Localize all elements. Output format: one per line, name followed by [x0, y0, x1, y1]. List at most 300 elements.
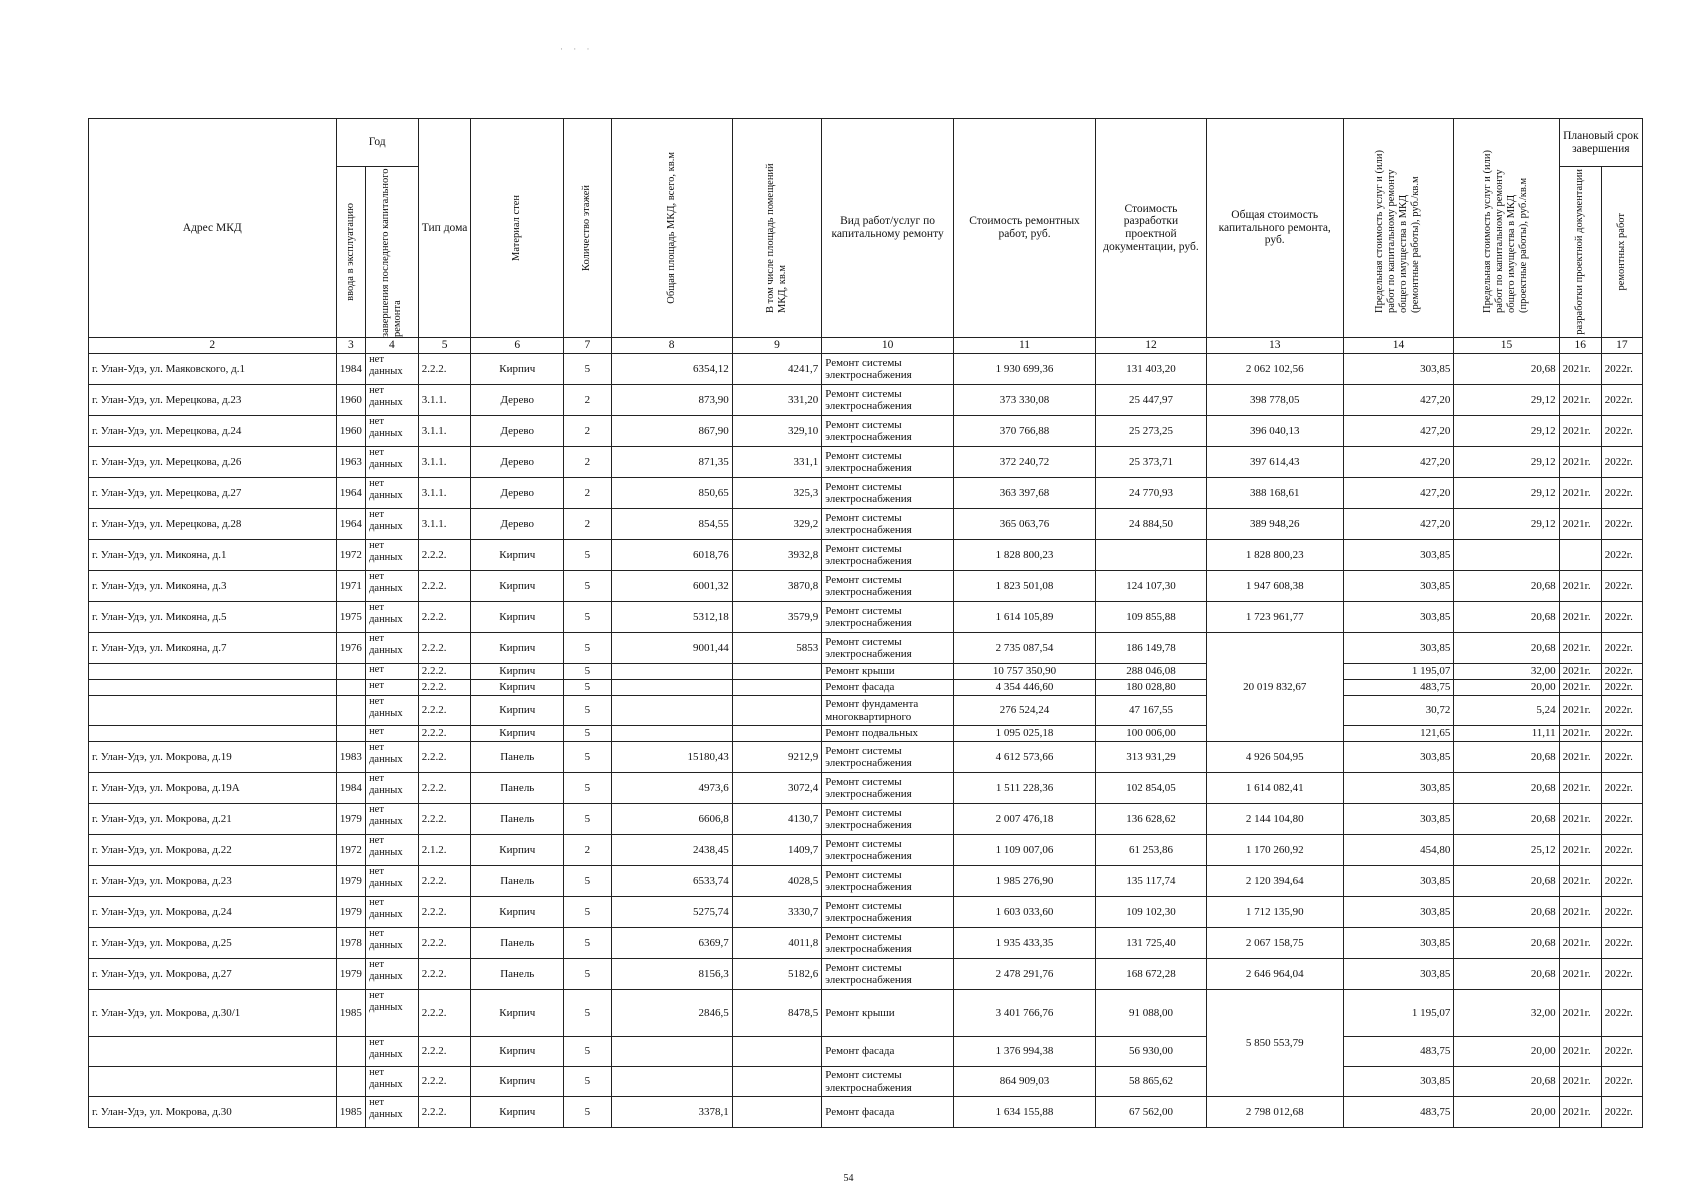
work-type-cell: Ремонт крыши — [822, 664, 954, 680]
house-type-cell: 2.2.2. — [418, 680, 471, 696]
design-cost-cell: 136 628,62 — [1096, 804, 1207, 835]
header-wall-material: Материал стен — [471, 119, 564, 338]
limit-repair-cell: 483,75 — [1343, 1097, 1454, 1128]
address-cell: г. Улан-Удэ, ул. Микояна, д.1 — [89, 540, 337, 571]
table-row — [89, 664, 1643, 680]
limit-design-cell: 20,68 — [1454, 897, 1559, 928]
deadline-repair-cell: 2022г. — [1601, 1097, 1642, 1128]
limit-repair-cell: 303,85 — [1343, 571, 1454, 602]
house-type-cell: 3.1.1. — [418, 385, 471, 416]
deadline-repair-cell: 2022г. — [1601, 447, 1642, 478]
floors-cell: 5 — [564, 633, 611, 664]
design-cost-cell — [1096, 540, 1207, 571]
total-area-cell: 3378,1 — [611, 1097, 732, 1128]
address-cell — [89, 680, 337, 696]
limit-design-cell: 20,68 — [1454, 571, 1559, 602]
deadline-repair-cell: 2022г. — [1601, 928, 1642, 959]
premises-area-cell: 3932,8 — [732, 540, 822, 571]
floors-cell: 5 — [564, 680, 611, 696]
deadline-repair-cell: 2022г. — [1601, 354, 1642, 385]
deadline-repair-cell: 2022г. — [1601, 664, 1642, 680]
wall-material-cell: Панель — [471, 959, 564, 990]
year-last-repair-cell: нет данных — [366, 990, 419, 1037]
house-type-cell: 2.2.2. — [418, 602, 471, 633]
header-address: Адрес МКД — [89, 119, 337, 338]
repair-cost-cell: 2 007 476,18 — [953, 804, 1095, 835]
house-type-cell: 2.2.2. — [418, 540, 471, 571]
premises-area-cell: 5853 — [732, 633, 822, 664]
floors-cell: 5 — [564, 354, 611, 385]
total-area-cell — [611, 1067, 732, 1097]
premises-area-cell: 329,2 — [732, 509, 822, 540]
year-last-repair-cell: нет данных — [366, 509, 419, 540]
house-type-cell: 3.1.1. — [418, 416, 471, 447]
design-cost-cell: 67 562,00 — [1096, 1097, 1207, 1128]
address-cell: г. Улан-Удэ, ул. Микояна, д.3 — [89, 571, 337, 602]
deadline-design-cell: 2021г. — [1559, 509, 1601, 540]
limit-design-cell: 20,68 — [1454, 804, 1559, 835]
header-limit-repair: Предельная стоимость услуг и (или) работ по капитальному ремонту общего имущества в МКД (ремонтные работы), руб./кв.м — [1343, 119, 1454, 338]
floors-cell: 5 — [564, 742, 611, 773]
house-type-cell: 2.2.2. — [418, 990, 471, 1037]
year-commission-cell: 1978 — [336, 928, 365, 959]
total-cost-cell: 397 614,43 — [1206, 447, 1343, 478]
limit-design-cell: 20,68 — [1454, 1067, 1559, 1097]
limit-design-cell: 20,68 — [1454, 866, 1559, 897]
year-last-repair-cell: нет данных — [366, 804, 419, 835]
limit-design-cell — [1454, 540, 1559, 571]
year-commission-cell: 1960 — [336, 416, 365, 447]
house-type-cell: 2.2.2. — [418, 354, 471, 385]
header-deadline-repair: ремонтных работ — [1601, 167, 1642, 338]
wall-material-cell: Кирпич — [471, 696, 564, 726]
address-cell — [89, 664, 337, 680]
total-area-cell — [611, 726, 732, 742]
design-cost-cell: 313 931,29 — [1096, 742, 1207, 773]
limit-design-cell: 32,00 — [1454, 990, 1559, 1037]
limit-repair-cell: 303,85 — [1343, 602, 1454, 633]
address-cell: г. Улан-Удэ, ул. Мокрова, д.19А — [89, 773, 337, 804]
house-type-cell: 2.2.2. — [418, 773, 471, 804]
limit-repair-cell: 303,85 — [1343, 959, 1454, 990]
deadline-design-cell: 2021г. — [1559, 664, 1601, 680]
column-number: 14 — [1343, 338, 1454, 354]
design-cost-cell: 25 447,97 — [1096, 385, 1207, 416]
year-last-repair-cell: нет данных — [366, 478, 419, 509]
limit-design-cell: 20,68 — [1454, 354, 1559, 385]
wall-material-cell: Панель — [471, 773, 564, 804]
page-number: 54 — [843, 1173, 854, 1184]
limit-repair-cell: 483,75 — [1343, 680, 1454, 696]
work-type-cell: Ремонт системы электроснабжения — [822, 540, 954, 571]
deadline-design-cell: 2021г. — [1559, 866, 1601, 897]
floors-cell: 5 — [564, 1067, 611, 1097]
premises-area-cell: 4028,5 — [732, 866, 822, 897]
year-last-repair-cell: нет данных — [366, 959, 419, 990]
deadline-design-cell: 2021г. — [1559, 1067, 1601, 1097]
premises-area-cell — [732, 1097, 822, 1128]
deadline-repair-cell: 2022г. — [1601, 866, 1642, 897]
total-area-cell: 4973,6 — [611, 773, 732, 804]
table-row — [89, 1097, 1643, 1128]
total-cost-cell: 389 948,26 — [1206, 509, 1343, 540]
table-row — [89, 866, 1643, 897]
work-type-cell: Ремонт фасада — [822, 1037, 954, 1067]
address-cell — [89, 1067, 337, 1097]
deadline-repair-cell: 2022г. — [1601, 742, 1642, 773]
repair-cost-cell: 1 935 433,35 — [953, 928, 1095, 959]
premises-area-cell: 3870,8 — [732, 571, 822, 602]
premises-area-cell — [732, 696, 822, 726]
limit-repair-cell: 303,85 — [1343, 773, 1454, 804]
wall-material-cell: Дерево — [471, 385, 564, 416]
premises-area-cell: 8478,5 — [732, 990, 822, 1037]
column-number: 16 — [1559, 338, 1601, 354]
floors-cell: 5 — [564, 804, 611, 835]
deadline-design-cell: 2021г. — [1559, 416, 1601, 447]
premises-area-cell — [732, 1067, 822, 1097]
premises-area-cell: 325,3 — [732, 478, 822, 509]
floors-cell: 2 — [564, 835, 611, 866]
table-body — [89, 354, 1643, 1128]
total-cost-cell: 2 144 104,80 — [1206, 804, 1343, 835]
premises-area-cell: 329,10 — [732, 416, 822, 447]
premises-area-cell: 4130,7 — [732, 804, 822, 835]
column-number: 6 — [471, 338, 564, 354]
table-row — [89, 928, 1643, 959]
deadline-repair-cell: 2022г. — [1601, 571, 1642, 602]
design-cost-cell: 91 088,00 — [1096, 990, 1207, 1037]
deadline-design-cell: 2021г. — [1559, 959, 1601, 990]
repair-cost-cell: 365 063,76 — [953, 509, 1095, 540]
wall-material-cell: Кирпич — [471, 602, 564, 633]
table-row — [89, 897, 1643, 928]
repair-cost-cell: 1 930 699,36 — [953, 354, 1095, 385]
house-type-cell: 2.2.2. — [418, 1037, 471, 1067]
header-deadline-design: разработки проектной документации — [1559, 167, 1601, 338]
total-area-cell: 867,90 — [611, 416, 732, 447]
work-type-cell: Ремонт системы электроснабжения — [822, 478, 954, 509]
house-type-cell: 2.2.2. — [418, 959, 471, 990]
year-last-repair-cell: нет данных — [366, 928, 419, 959]
header-work-type: Вид работ/услуг по капитальному ремонту — [822, 119, 954, 338]
limit-repair-cell: 427,20 — [1343, 416, 1454, 447]
work-type-cell: Ремонт системы электроснабжения — [822, 1067, 954, 1097]
total-area-cell: 6369,7 — [611, 928, 732, 959]
floors-cell: 2 — [564, 447, 611, 478]
column-number: 8 — [611, 338, 732, 354]
premises-area-cell: 3579,9 — [732, 602, 822, 633]
floors-cell: 5 — [564, 866, 611, 897]
limit-design-cell: 20,00 — [1454, 680, 1559, 696]
house-type-cell: 2.2.2. — [418, 696, 471, 726]
address-cell: г. Улан-Удэ, ул. Мокрова, д.25 — [89, 928, 337, 959]
premises-area-cell: 5182,6 — [732, 959, 822, 990]
wall-material-cell: Кирпич — [471, 664, 564, 680]
table-row — [89, 990, 1643, 1037]
year-commission-cell: 1979 — [336, 804, 365, 835]
work-type-cell: Ремонт системы электроснабжения — [822, 385, 954, 416]
total-cost-cell: 2 120 394,64 — [1206, 866, 1343, 897]
year-commission-cell: 1983 — [336, 742, 365, 773]
repair-cost-cell: 2 478 291,76 — [953, 959, 1095, 990]
design-cost-cell: 58 865,62 — [1096, 1067, 1207, 1097]
work-type-cell: Ремонт системы электроснабжения — [822, 742, 954, 773]
address-cell: г. Улан-Удэ, ул. Мерецкова, д.27 — [89, 478, 337, 509]
year-last-repair-cell: нет данных — [366, 1037, 419, 1067]
year-commission-cell: 1972 — [336, 540, 365, 571]
deadline-repair-cell: 2022г. — [1601, 602, 1642, 633]
header-floors: Количество этажей — [564, 119, 611, 338]
premises-area-cell — [732, 680, 822, 696]
floors-cell: 5 — [564, 928, 611, 959]
work-type-cell: Ремонт системы электроснабжения — [822, 773, 954, 804]
address-cell: г. Улан-Удэ, ул. Мокрова, д.21 — [89, 804, 337, 835]
limit-repair-cell: 427,20 — [1343, 509, 1454, 540]
column-number: 2 — [89, 338, 337, 354]
year-last-repair-cell: нет данных — [366, 540, 419, 571]
header-repair-cost: Стоимость ремонтных работ, руб. — [953, 119, 1095, 338]
wall-material-cell: Кирпич — [471, 1097, 564, 1128]
deadline-repair-cell: 2022г. — [1601, 416, 1642, 447]
design-cost-cell: 102 854,05 — [1096, 773, 1207, 804]
floors-cell: 5 — [564, 571, 611, 602]
address-cell — [89, 726, 337, 742]
total-area-cell — [611, 696, 732, 726]
work-type-cell: Ремонт системы электроснабжения — [822, 447, 954, 478]
deadline-design-cell: 2021г. — [1559, 835, 1601, 866]
house-type-cell: 2.2.2. — [418, 866, 471, 897]
floors-cell: 5 — [564, 540, 611, 571]
year-commission-cell — [336, 680, 365, 696]
limit-repair-cell: 121,65 — [1343, 726, 1454, 742]
total-area-cell — [611, 680, 732, 696]
floors-cell: 5 — [564, 1037, 611, 1067]
premises-area-cell: 4011,8 — [732, 928, 822, 959]
work-type-cell: Ремонт системы электроснабжения — [822, 354, 954, 385]
floors-cell: 5 — [564, 959, 611, 990]
work-type-cell: Ремонт системы электроснабжения — [822, 633, 954, 664]
column-number: 7 — [564, 338, 611, 354]
repair-cost-cell: 373 330,08 — [953, 385, 1095, 416]
limit-repair-cell: 303,85 — [1343, 354, 1454, 385]
work-type-cell: Ремонт фундамента многоквартирного — [822, 696, 954, 726]
deadline-repair-cell: 2022г. — [1601, 773, 1642, 804]
limit-design-cell: 20,68 — [1454, 742, 1559, 773]
column-number: 9 — [732, 338, 822, 354]
limit-design-cell: 20,00 — [1454, 1097, 1559, 1128]
limit-design-cell: 20,68 — [1454, 633, 1559, 664]
limit-design-cell: 29,12 — [1454, 447, 1559, 478]
house-type-cell: 2.2.2. — [418, 742, 471, 773]
design-cost-cell: 288 046,08 — [1096, 664, 1207, 680]
address-cell: г. Улан-Удэ, ул. Мокрова, д.27 — [89, 959, 337, 990]
limit-design-cell: 11,11 — [1454, 726, 1559, 742]
year-last-repair-cell: нет — [366, 726, 419, 742]
design-cost-cell: 124 107,30 — [1096, 571, 1207, 602]
total-area-cell: 5312,18 — [611, 602, 732, 633]
year-last-repair-cell: нет — [366, 664, 419, 680]
deadline-repair-cell: 2022г. — [1601, 680, 1642, 696]
repair-cost-cell: 1 603 033,60 — [953, 897, 1095, 928]
house-type-cell: 3.1.1. — [418, 509, 471, 540]
wall-material-cell: Панель — [471, 866, 564, 897]
deadline-repair-cell: 2022г. — [1601, 897, 1642, 928]
year-commission-cell — [336, 1067, 365, 1097]
deadline-design-cell — [1559, 540, 1601, 571]
limit-repair-cell: 303,85 — [1343, 742, 1454, 773]
work-type-cell: Ремонт крыши — [822, 990, 954, 1037]
total-area-cell: 6018,76 — [611, 540, 732, 571]
table-row — [89, 680, 1643, 696]
work-type-cell: Ремонт системы электроснабжения — [822, 866, 954, 897]
repair-cost-cell: 363 397,68 — [953, 478, 1095, 509]
address-cell: г. Улан-Удэ, ул. Мокрова, д.22 — [89, 835, 337, 866]
house-type-cell: 2.2.2. — [418, 571, 471, 602]
address-cell: г. Улан-Удэ, ул. Микояна, д.7 — [89, 633, 337, 664]
year-last-repair-cell: нет данных — [366, 897, 419, 928]
limit-design-cell: 20,68 — [1454, 602, 1559, 633]
year-last-repair-cell: нет данных — [366, 602, 419, 633]
limit-repair-cell: 1 195,07 — [1343, 990, 1454, 1037]
limit-repair-cell: 303,85 — [1343, 866, 1454, 897]
repair-cost-cell: 1 828 800,23 — [953, 540, 1095, 571]
year-commission-cell: 1963 — [336, 447, 365, 478]
premises-area-cell: 331,20 — [732, 385, 822, 416]
house-type-cell: 2.2.2. — [418, 928, 471, 959]
house-type-cell: 3.1.1. — [418, 478, 471, 509]
repair-cost-cell: 372 240,72 — [953, 447, 1095, 478]
table-row — [89, 602, 1643, 633]
column-number: 4 — [366, 338, 419, 354]
total-area-cell: 871,35 — [611, 447, 732, 478]
column-number: 12 — [1096, 338, 1207, 354]
work-type-cell: Ремонт фасада — [822, 1097, 954, 1128]
deadline-repair-cell: 2022г. — [1601, 959, 1642, 990]
total-area-cell: 6533,74 — [611, 866, 732, 897]
repair-cost-cell: 1 614 105,89 — [953, 602, 1095, 633]
year-last-repair-cell: нет данных — [366, 696, 419, 726]
repair-cost-cell: 1 511 228,36 — [953, 773, 1095, 804]
address-cell: г. Улан-Удэ, ул. Мерецкова, д.23 — [89, 385, 337, 416]
deadline-repair-cell: 2022г. — [1601, 1037, 1642, 1067]
column-number: 17 — [1601, 338, 1642, 354]
total-cost-cell: 20 019 832,67 — [1206, 633, 1343, 742]
address-cell: г. Улан-Удэ, ул. Мерецкова, д.24 — [89, 416, 337, 447]
address-cell: г. Улан-Удэ, ул. Мокрова, д.19 — [89, 742, 337, 773]
year-commission-cell: 1964 — [336, 478, 365, 509]
work-type-cell: Ремонт системы электроснабжения — [822, 897, 954, 928]
limit-design-cell: 20,68 — [1454, 928, 1559, 959]
year-last-repair-cell: нет данных — [366, 1067, 419, 1097]
total-cost-cell: 396 040,13 — [1206, 416, 1343, 447]
deadline-repair-cell: 2022г. — [1601, 633, 1642, 664]
limit-repair-cell: 303,85 — [1343, 540, 1454, 571]
table-row — [89, 773, 1643, 804]
column-number: 11 — [953, 338, 1095, 354]
address-cell: г. Улан-Удэ, ул. Мерецкова, д.26 — [89, 447, 337, 478]
total-cost-cell: 2 062 102,56 — [1206, 354, 1343, 385]
work-type-cell: Ремонт системы электроснабжения — [822, 571, 954, 602]
table-row — [89, 804, 1643, 835]
deadline-design-cell: 2021г. — [1559, 1037, 1601, 1067]
deadline-design-cell: 2021г. — [1559, 742, 1601, 773]
design-cost-cell: 135 117,74 — [1096, 866, 1207, 897]
deadline-repair-cell: 2022г. — [1601, 804, 1642, 835]
deadline-design-cell: 2021г. — [1559, 571, 1601, 602]
total-cost-cell: 2 798 012,68 — [1206, 1097, 1343, 1128]
header-total-area: Общая площадь МКД, всего, кв.м — [611, 119, 732, 338]
total-area-cell: 2438,45 — [611, 835, 732, 866]
year-last-repair-cell: нет данных — [366, 773, 419, 804]
total-cost-cell: 1 712 135,90 — [1206, 897, 1343, 928]
year-last-repair-cell: нет данных — [366, 742, 419, 773]
deadline-repair-cell: 2022г. — [1601, 478, 1642, 509]
limit-design-cell: 29,12 — [1454, 478, 1559, 509]
work-type-cell: Ремонт системы электроснабжения — [822, 602, 954, 633]
limit-design-cell: 20,68 — [1454, 773, 1559, 804]
design-cost-cell: 24 770,93 — [1096, 478, 1207, 509]
total-area-cell: 2846,5 — [611, 990, 732, 1037]
total-area-cell: 850,65 — [611, 478, 732, 509]
total-area-cell: 6001,32 — [611, 571, 732, 602]
floors-cell: 2 — [564, 385, 611, 416]
year-commission-cell: 1972 — [336, 835, 365, 866]
floors-cell: 2 — [564, 509, 611, 540]
year-commission-cell: 1975 — [336, 602, 365, 633]
deadline-repair-cell: 2022г. — [1601, 1067, 1642, 1097]
deadline-design-cell: 2021г. — [1559, 1097, 1601, 1128]
premises-area-cell — [732, 726, 822, 742]
premises-area-cell: 9212,9 — [732, 742, 822, 773]
limit-repair-cell: 1 195,07 — [1343, 664, 1454, 680]
floors-cell: 5 — [564, 696, 611, 726]
wall-material-cell: Кирпич — [471, 354, 564, 385]
house-type-cell: 2.2.2. — [418, 633, 471, 664]
limit-design-cell: 29,12 — [1454, 416, 1559, 447]
repair-cost-cell: 1 634 155,88 — [953, 1097, 1095, 1128]
deadline-design-cell: 2021г. — [1559, 447, 1601, 478]
column-number: 13 — [1206, 338, 1343, 354]
limit-repair-cell: 303,85 — [1343, 928, 1454, 959]
house-type-cell: 3.1.1. — [418, 447, 471, 478]
total-cost-cell: 388 168,61 — [1206, 478, 1343, 509]
wall-material-cell: Кирпич — [471, 835, 564, 866]
table-row — [89, 416, 1643, 447]
address-cell — [89, 696, 337, 726]
repair-cost-cell: 370 766,88 — [953, 416, 1095, 447]
table-row — [89, 509, 1643, 540]
table-row — [89, 633, 1643, 664]
premises-area-cell: 331,1 — [732, 447, 822, 478]
house-type-cell: 2.2.2. — [418, 664, 471, 680]
limit-design-cell: 29,12 — [1454, 385, 1559, 416]
limit-design-cell: 5,24 — [1454, 696, 1559, 726]
total-area-cell: 854,55 — [611, 509, 732, 540]
deadline-repair-cell: 2022г. — [1601, 990, 1642, 1037]
table-row — [89, 1037, 1643, 1067]
work-type-cell: Ремонт системы электроснабжения — [822, 804, 954, 835]
house-type-cell: 2.2.2. — [418, 726, 471, 742]
scan-artifact: · · · — [560, 44, 594, 54]
floors-cell: 2 — [564, 416, 611, 447]
wall-material-cell: Кирпич — [471, 540, 564, 571]
design-cost-cell: 109 102,30 — [1096, 897, 1207, 928]
limit-design-cell: 32,00 — [1454, 664, 1559, 680]
column-number: 5 — [418, 338, 471, 354]
year-last-repair-cell: нет данных — [366, 866, 419, 897]
deadline-design-cell: 2021г. — [1559, 478, 1601, 509]
